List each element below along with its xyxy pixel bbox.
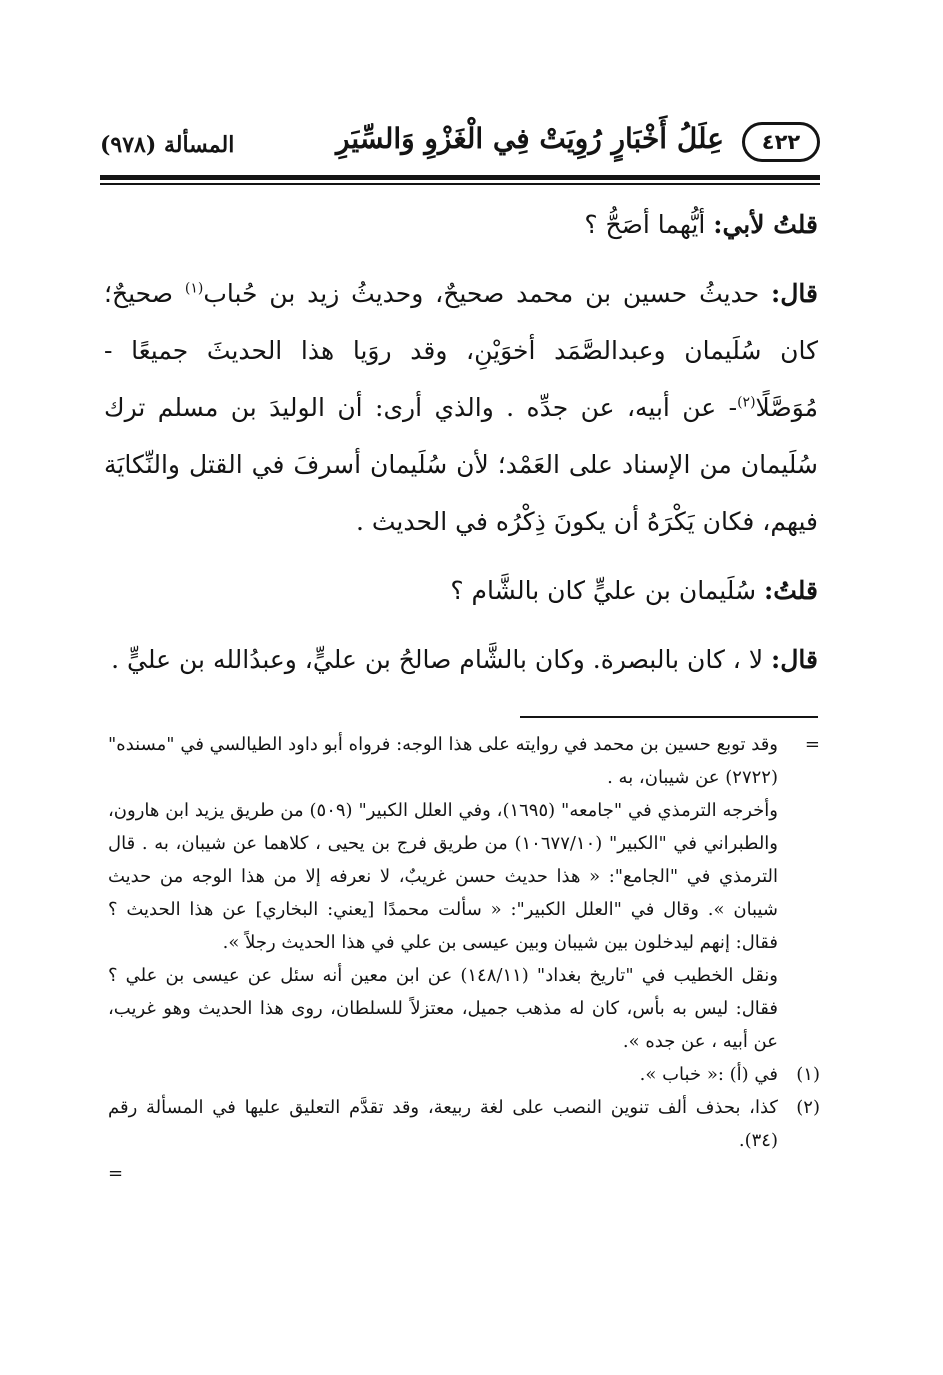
footnote-text: ونقل الخطيب في "تاريخ بغداد" (١٤٨/١١) عن ابن معين أنه سئل عن عيسى بن علي ؟ فقال: ليس به بأس، كان له مذهب جميل، معتزلاً للسلطان، روى هذا الحديث وهو غريب، عن أبيه ، عن جده ». xyxy=(108,965,778,1052)
footnote-text: كذا، بحذف ألف تنوين النصب على لغة ربيعة، وقد تقدَّم التعليق عليها في المسألة رقم (٣٤). xyxy=(108,1097,778,1151)
footnote xyxy=(108,728,820,794)
footnote-marker: (٢) xyxy=(796,1097,820,1118)
footnote-marker: = xyxy=(804,734,820,755)
footnote-text: وقد توبع حسين بن محمد في روايته على هذا الوجه: فرواه أبو داود الطيالسي في "مسنده" (٢٧٢٢) عن شيبان، به . xyxy=(108,734,778,788)
footnote xyxy=(108,794,820,959)
footnote-marker: (١) xyxy=(796,1064,820,1085)
paragraph xyxy=(104,562,818,619)
header-rule-thin xyxy=(100,183,820,185)
continuation-mark: = xyxy=(108,1163,124,1184)
header-rule-thick xyxy=(100,175,820,180)
footnote-ref: (١) xyxy=(184,280,204,297)
paragraph xyxy=(104,196,818,253)
footnote xyxy=(108,959,820,1058)
book-title: عِلَلُ أَخْبَارٍ رُوِيَتْ فِي الْغَزْوِ وَالسِّيَرِ xyxy=(335,122,724,155)
footnote-text: وأخرجه الترمذي في "جامعه" (١٦٩٥)، وفي العلل الكبير" (٥٠٩) من طريق يزيد ابن هارون، والطبراني في "الكبير" (١٠٦٧٧/١٠) من طريق فرج بن يحيى ، كلاهما عن شيبان، به . قال الترمذي في "الجامع": « هذا حديث حسن غريبٌ، لا نعرفه إلا من هذا الوجه من حديث شيبان ». وقال في "العلل الكبير": « سألت محمدًا [يعني: البخاري] عن هذا الحديث ؟ فقال: إنهم ليدخلون بين شيبان وبين عيسى بن علي في هذا الحديث رجلاً ». xyxy=(108,800,778,953)
speaker-label: قلتُ لأبي: xyxy=(713,210,818,239)
page-number: ٤٢٢ xyxy=(742,122,820,162)
paragraph-text: أيُّهما أصَحُّ ؟ xyxy=(584,210,714,239)
issue-label: المسألة (٩٧٨) xyxy=(100,132,235,158)
speaker-label: قال: xyxy=(771,279,818,308)
footnote xyxy=(108,1091,820,1190)
footnote xyxy=(108,1058,820,1091)
speaker-label: قلتُ: xyxy=(763,576,818,605)
footnote-ref: (٢) xyxy=(737,394,756,411)
paragraph-text: صحيحٌ؛ كان سُلَيمان وعبدالصَّمَد أخوَيْنِ، وقد روَيا هذا الحديثَ جميعًا - مُوَصَّلًا xyxy=(104,279,818,422)
paragraph xyxy=(104,265,818,550)
paragraph-text: سُلَيمان بن عليٍّ كان بالشَّام ؟ xyxy=(450,576,764,605)
main-text xyxy=(104,196,818,688)
paragraph-text: لا ، كان بالبصرة. وكان بالشَّام صالحُ بن عليٍّ، وعبدُالله بن عليٍّ . xyxy=(111,645,772,674)
footnote-text: في (أ) :« خباب ». xyxy=(639,1064,778,1085)
paragraph xyxy=(104,631,818,688)
footnote-separator xyxy=(520,716,818,718)
paragraph-text: - عن أبيه، عن جدِّه . والذي أرى: أن الوليدَ بن مسلم ترك سُلَيمان من الإسناد على العَمْد؛ لأن سُلَيمان أسرفَ في القتل والنِّكايَة فيهم، فكان يَكْرَهُ أن يكونَ ذِكْرُه في الحديث . xyxy=(104,393,818,536)
footnotes xyxy=(108,728,820,1190)
paragraph-text: حديثُ حسين بن محمد صحيحٌ، وحديثُ زيد بن حُباب xyxy=(203,279,772,308)
page-header xyxy=(100,118,820,170)
speaker-label: قال: xyxy=(771,645,818,674)
